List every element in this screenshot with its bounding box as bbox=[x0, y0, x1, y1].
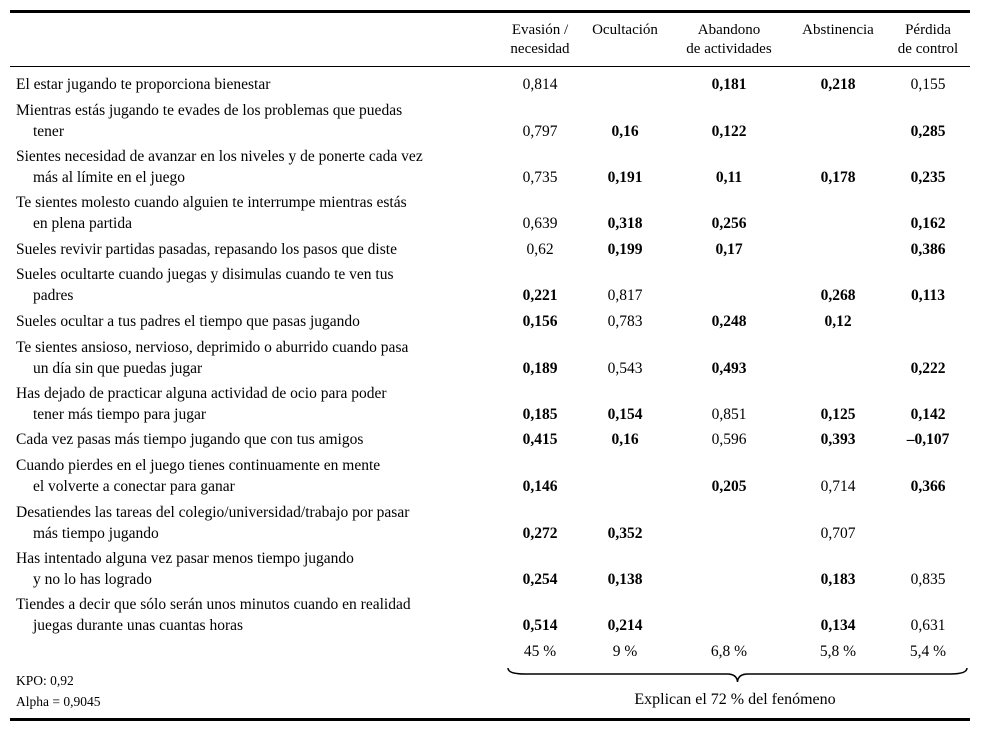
item-text bbox=[16, 146, 496, 188]
loading-value: 0,272 bbox=[522, 525, 558, 542]
loading-value: 0,146 bbox=[522, 478, 558, 495]
loading-value: 0,205 bbox=[711, 478, 747, 495]
item-text-line: más tiempo jugando bbox=[33, 525, 159, 542]
column-header-line: de control bbox=[897, 41, 959, 57]
item-text-line: tener más tiempo para jugar bbox=[33, 406, 207, 423]
column-header-line: necesidad bbox=[510, 41, 570, 57]
item-text bbox=[16, 548, 496, 590]
column-header-line: Abstinencia bbox=[802, 22, 874, 38]
loading-value: 0,156 bbox=[522, 313, 558, 330]
item-text bbox=[16, 192, 496, 234]
column-header-line: Pérdida bbox=[905, 22, 951, 38]
loading-value: 0,714 bbox=[820, 478, 856, 495]
item-text-line: Desatiendes las tareas del colegio/universidad/trabajo por pasar bbox=[16, 504, 410, 521]
item-text-line: y no lo has logrado bbox=[33, 571, 152, 588]
item-text bbox=[16, 502, 496, 544]
loading-value: 0,125 bbox=[820, 406, 856, 423]
variance-value: 9 % bbox=[612, 643, 638, 660]
loading-value: 0,851 bbox=[711, 406, 747, 423]
loading-value: 0,62 bbox=[526, 241, 554, 258]
loading-value: 0,817 bbox=[607, 287, 643, 304]
loading-value: 0,134 bbox=[820, 617, 856, 634]
item-text bbox=[16, 455, 496, 497]
header-rule bbox=[10, 66, 970, 67]
item-text bbox=[16, 594, 496, 636]
loading-value: 0,386 bbox=[910, 241, 946, 258]
loading-value: 0,138 bbox=[607, 571, 643, 588]
item-text bbox=[16, 264, 496, 306]
variance-value: 6,8 % bbox=[710, 643, 748, 660]
item-text-line: Cuando pierdes en el juego tienes continuamente en mente bbox=[16, 457, 381, 474]
item-text bbox=[16, 74, 496, 95]
loading-value: 0,285 bbox=[910, 123, 946, 140]
loading-value: 0,543 bbox=[607, 360, 643, 377]
item-text bbox=[16, 383, 496, 425]
item-text-line: tener bbox=[33, 123, 64, 140]
variance-value: 45 % bbox=[523, 643, 557, 660]
loading-value: 0,352 bbox=[607, 525, 643, 542]
loading-value: 0,514 bbox=[522, 617, 558, 634]
loading-value: 0,835 bbox=[910, 571, 946, 588]
loading-value: 0,185 bbox=[522, 406, 558, 423]
loading-value: 0,12 bbox=[824, 313, 852, 330]
item-text-line: juegas durante unas cuantas horas bbox=[33, 617, 244, 634]
loading-value: 0,735 bbox=[522, 169, 558, 186]
item-text-line: Tiendes a decir que sólo serán unos minutos cuando en realidad bbox=[16, 596, 411, 613]
explained-variance-note: Explican el 72 % del fenómeno bbox=[634, 691, 836, 708]
loading-value: 0,393 bbox=[820, 431, 856, 448]
loading-value: 0,256 bbox=[711, 215, 747, 232]
item-text-line: Has intentado alguna vez pasar menos tiempo jugando bbox=[16, 550, 354, 567]
loading-value: 0,415 bbox=[522, 431, 558, 448]
item-text-line: el volverte a conectar para ganar bbox=[33, 478, 235, 495]
item-text-line: El estar jugando te proporciona bienestar bbox=[16, 76, 271, 93]
loading-value: 0,189 bbox=[522, 360, 558, 377]
item-text bbox=[16, 311, 496, 332]
variance-value: 5,8 % bbox=[819, 643, 857, 660]
loading-value: 0,17 bbox=[715, 241, 743, 258]
loading-value: 0,254 bbox=[522, 571, 558, 588]
loading-value: 0,16 bbox=[611, 431, 639, 448]
item-text bbox=[16, 429, 496, 450]
item-text-line: un día sin que puedas jugar bbox=[33, 360, 203, 377]
loading-value: 0,214 bbox=[607, 617, 643, 634]
loading-value: 0,248 bbox=[711, 313, 747, 330]
bottom-rule bbox=[10, 718, 970, 721]
column-header-line: de actividades bbox=[686, 41, 772, 57]
loading-value: 0,11 bbox=[715, 169, 743, 186]
loading-value: 0,16 bbox=[611, 123, 639, 140]
loading-value: 0,783 bbox=[607, 313, 643, 330]
column-header-line: Abandono bbox=[697, 22, 761, 38]
curly-brace bbox=[505, 664, 970, 686]
loading-value: 0,596 bbox=[711, 431, 747, 448]
item-text-line: Te sientes ansioso, nervioso, deprimido o aburrido cuando pasa bbox=[16, 339, 409, 356]
item-text-line: Cada vez pasas más tiempo jugando que con tus amigos bbox=[16, 431, 364, 448]
item-text-line: Sueles revivir partidas pasadas, repasando los pasos que diste bbox=[16, 241, 397, 258]
kpo-value: KPO: 0,92 bbox=[16, 673, 74, 688]
column-header-line: Evasión / bbox=[511, 22, 569, 38]
item-text bbox=[16, 100, 496, 142]
loading-value: 0,366 bbox=[910, 478, 946, 495]
loading-value: 0,639 bbox=[522, 215, 558, 232]
variance-value: 5,4 % bbox=[909, 643, 947, 660]
loading-value: 0,221 bbox=[522, 287, 558, 304]
item-text bbox=[16, 239, 496, 260]
loading-value: 0,155 bbox=[910, 76, 946, 93]
loading-value: 0,122 bbox=[711, 123, 747, 140]
loading-value: 0,162 bbox=[910, 215, 946, 232]
loading-value: 0,631 bbox=[910, 617, 946, 634]
loading-value: 0,268 bbox=[820, 287, 856, 304]
loading-value: 0,199 bbox=[607, 241, 643, 258]
item-text bbox=[16, 337, 496, 379]
loading-value: 0,235 bbox=[910, 169, 946, 186]
loading-value: 0,113 bbox=[910, 287, 946, 304]
loading-value: 0,142 bbox=[910, 406, 946, 423]
loading-value: 0,181 bbox=[711, 76, 747, 93]
loading-value: 0,493 bbox=[711, 360, 747, 377]
item-text-line: Te sientes molesto cuando alguien te interrumpe mientras estás bbox=[16, 194, 407, 211]
loading-value: 0,222 bbox=[910, 360, 946, 377]
loading-value: 0,318 bbox=[607, 215, 643, 232]
item-text-line: Sueles ocultarte cuando juegas y disimulas cuando te ven tus bbox=[16, 266, 394, 283]
column-header-line: Ocultación bbox=[592, 22, 658, 38]
item-text-line: en plena partida bbox=[33, 215, 132, 232]
item-text-line: Sientes necesidad de avanzar en los niveles y de ponerte cada vez bbox=[16, 148, 423, 165]
loading-value: 0,707 bbox=[820, 525, 856, 542]
loading-value: 0,191 bbox=[607, 169, 643, 186]
column-header bbox=[868, 21, 988, 59]
top-rule bbox=[10, 10, 970, 13]
item-text-line: Has dejado de practicar alguna actividad de ocio para poder bbox=[16, 385, 387, 402]
item-text-line: Sueles ocultar a tus padres el tiempo que pasas jugando bbox=[16, 313, 360, 330]
item-text-line: más al límite en el juego bbox=[33, 169, 185, 186]
loading-value: 0,154 bbox=[607, 406, 643, 423]
item-text-line: padres bbox=[33, 287, 74, 304]
loading-value: 0,218 bbox=[820, 76, 856, 93]
loading-value: –0,107 bbox=[906, 431, 950, 448]
loading-value: 0,183 bbox=[820, 571, 856, 588]
loading-value: 0,797 bbox=[522, 123, 558, 140]
loading-value: 0,178 bbox=[820, 169, 856, 186]
alpha-value: Alpha = 0,9045 bbox=[16, 694, 101, 709]
item-text-line: Mientras estás jugando te evades de los problemas que puedas bbox=[16, 102, 403, 119]
loading-value: 0,814 bbox=[522, 76, 558, 93]
